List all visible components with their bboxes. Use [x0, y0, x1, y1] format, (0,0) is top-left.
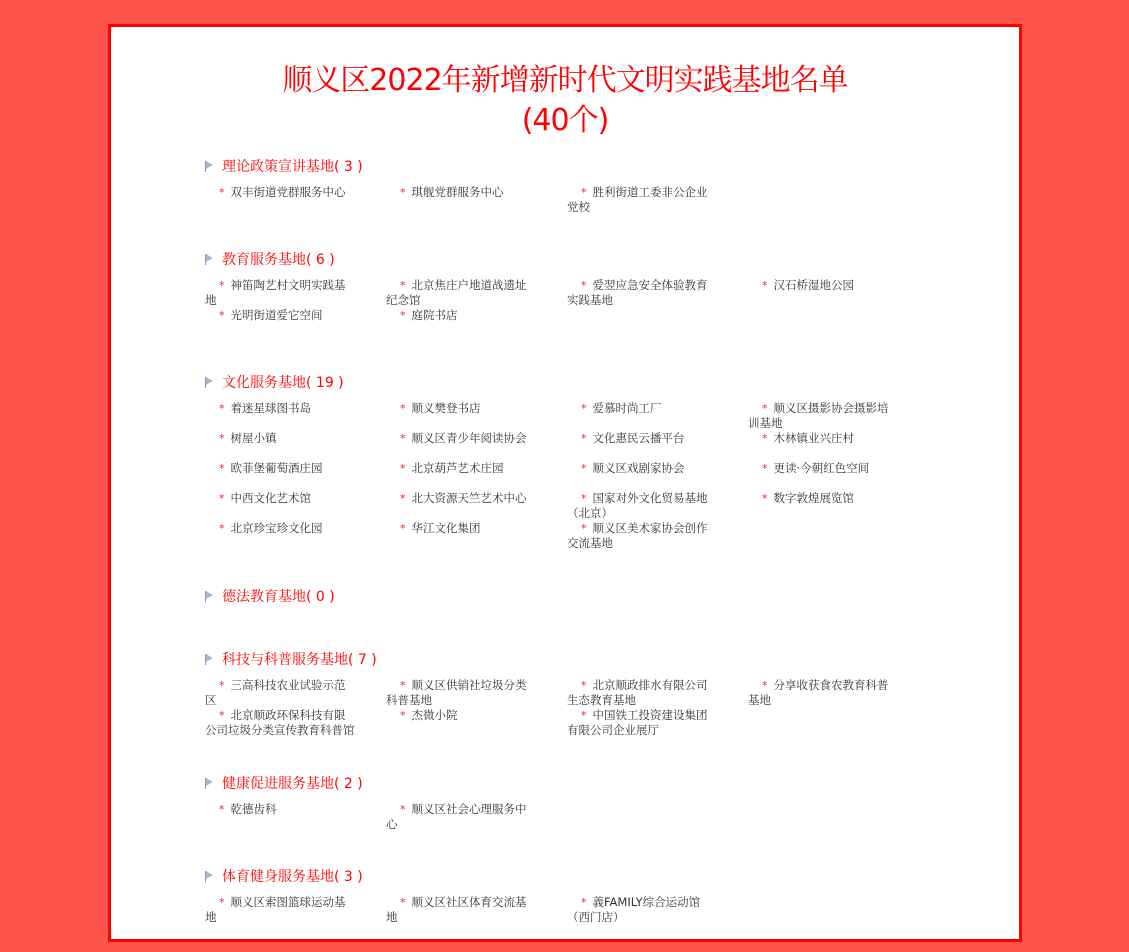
list-item: * 光明街道爱它空间 — [219, 308, 323, 322]
flag-icon — [205, 377, 213, 387]
bullet-star-icon: * — [219, 896, 225, 909]
bullet-star-icon: * — [400, 709, 406, 722]
bullet-star-icon: * — [219, 432, 225, 445]
flag-icon — [205, 871, 213, 881]
bullet-star-icon: * — [400, 896, 406, 909]
list-item: * 顺义区索图篮球运动基地 — [205, 895, 346, 924]
list-item: * 更读·今朝红色空间 — [762, 461, 870, 475]
list-item: * 数字敦煌展览馆 — [762, 491, 854, 505]
bullet-star-icon: * — [400, 402, 406, 415]
list-item: * 树屋小镇 — [219, 431, 277, 445]
list-item: * 三高科技农业试验示范区 — [205, 678, 346, 707]
bullet-star-icon: * — [762, 679, 768, 692]
flag-icon — [205, 654, 213, 664]
bullet-star-icon: * — [400, 432, 406, 445]
bullet-star-icon: * — [219, 679, 225, 692]
bullet-star-icon: * — [581, 186, 587, 199]
list-item: * 胜利街道工委非公企业党校 — [567, 185, 708, 214]
bullet-star-icon: * — [400, 309, 406, 322]
bullet-star-icon: * — [219, 803, 225, 816]
section-education — [205, 248, 965, 338]
bullet-star-icon: * — [219, 402, 225, 415]
list-item: * 北大资源天竺艺术中心 — [400, 491, 527, 505]
list-item: * 庭院书店 — [400, 308, 458, 322]
list-item: * 神笛陶艺村文明实践基地 — [205, 278, 346, 307]
list-item: * 北京焦庄户地道战遗址纪念馆 — [386, 278, 527, 307]
list-item: * 義FAMILY综合运动馆（西门店） — [567, 895, 701, 924]
list-item: * 顺义区供销社垃圾分类科普基地 — [386, 678, 527, 707]
bullet-star-icon: * — [219, 522, 225, 535]
section-title: 健康促进服务基地( 2 ) — [222, 776, 363, 792]
flag-icon — [205, 591, 213, 601]
bullet-star-icon: * — [219, 462, 225, 475]
bullet-star-icon: * — [400, 279, 406, 292]
bullet-star-icon: * — [581, 492, 587, 505]
bullet-star-icon: * — [581, 522, 587, 535]
bullet-star-icon: * — [762, 432, 768, 445]
list-item: * 顺义樊登书店 — [400, 401, 481, 415]
list-item: * 顺义区青少年阅读协会 — [400, 431, 527, 445]
bullet-star-icon: * — [762, 492, 768, 505]
title-line-1: 顺义区2022年新增新时代文明实践基地名单 — [282, 63, 848, 98]
list-item: * 文化惠民云播平台 — [581, 431, 685, 445]
bullet-star-icon: * — [400, 803, 406, 816]
list-item: * 汉石桥湿地公园 — [762, 278, 854, 292]
list-item: * 中国铁工投资建设集团有限公司企业展厅 — [567, 708, 708, 737]
flag-icon — [205, 254, 213, 264]
section-theory — [205, 155, 965, 215]
list-item: * 北京珍宝珍文化园 — [219, 521, 323, 535]
list-item: * 北京顺政排水有限公司生态教育基地 — [567, 678, 708, 707]
section-title: 体育健身服务基地( 3 ) — [222, 869, 363, 885]
list-item: * 顺义区社区体育交流基地 — [386, 895, 527, 924]
bullet-star-icon: * — [400, 492, 406, 505]
bullet-star-icon: * — [400, 522, 406, 535]
section-title: 德法教育基地( 0 ) — [222, 589, 335, 605]
bullet-star-icon: * — [581, 462, 587, 475]
page-title — [111, 61, 1019, 141]
flag-icon — [205, 778, 213, 788]
bullet-star-icon: * — [581, 402, 587, 415]
section-title: 科技与科普服务基地( 7 ) — [222, 652, 377, 668]
list-item: * 北京葫芦艺术庄园 — [400, 461, 504, 475]
bullet-star-icon: * — [581, 709, 587, 722]
bullet-star-icon: * — [581, 896, 587, 909]
bullet-star-icon: * — [400, 462, 406, 475]
section-science — [205, 648, 965, 738]
list-item: * 杰微小院 — [400, 708, 458, 722]
title-line-2: (40个) — [521, 103, 609, 138]
bullet-star-icon: * — [219, 279, 225, 292]
bullet-star-icon: * — [581, 432, 587, 445]
list-item: * 国家对外文化贸易基地（北京） — [567, 491, 708, 520]
list-item: * 爱慕时尚工厂 — [581, 401, 662, 415]
bullet-star-icon: * — [400, 679, 406, 692]
list-item: * 双丰街道党群服务中心 — [219, 185, 346, 199]
bullet-star-icon: * — [581, 679, 587, 692]
section-health — [205, 772, 965, 832]
bullet-star-icon: * — [219, 709, 225, 722]
list-item: * 中西文化艺术馆 — [219, 491, 311, 505]
list-item: * 顺义区美术家协会创作交流基地 — [567, 521, 708, 550]
list-item: * 乾德齿科 — [219, 802, 277, 816]
bullet-star-icon: * — [219, 492, 225, 505]
flag-icon — [205, 161, 213, 171]
bullet-star-icon: * — [762, 462, 768, 475]
section-law — [205, 585, 965, 607]
bullet-star-icon: * — [219, 186, 225, 199]
bullet-star-icon: * — [400, 186, 406, 199]
list-item: * 顺义区摄影协会摄影培训基地 — [748, 401, 889, 430]
list-item: * 木林镇业兴庄村 — [762, 431, 854, 445]
bullet-star-icon: * — [581, 279, 587, 292]
section-title: 理论政策宣讲基地( 3 ) — [222, 159, 363, 175]
section-title: 教育服务基地( 6 ) — [222, 252, 335, 268]
list-item: * 着迷星球图书岛 — [219, 401, 311, 415]
bullet-star-icon: * — [762, 279, 768, 292]
section-sports — [205, 865, 965, 925]
bullet-star-icon: * — [219, 309, 225, 322]
list-item: * 琪舰党群服务中心 — [400, 185, 504, 199]
list-item: * 欧菲堡葡萄酒庄园 — [219, 461, 323, 475]
list-item: * 顺义区戏剧家协会 — [581, 461, 685, 475]
list-item: * 分享收获食农教育科普基地 — [748, 678, 889, 707]
list-item: * 爱翌应急安全体验教育实践基地 — [567, 278, 708, 307]
list-page — [108, 24, 1022, 942]
list-item: * 顺义区社会心理服务中心 — [386, 802, 527, 831]
section-culture — [205, 371, 965, 551]
list-item: * 北京顺政环保科技有限公司垃圾分类宣传教育科普馆 — [205, 708, 355, 737]
list-item: * 华江文化集团 — [400, 521, 481, 535]
section-title: 文化服务基地( 19 ) — [222, 375, 344, 391]
bullet-star-icon: * — [762, 402, 768, 415]
